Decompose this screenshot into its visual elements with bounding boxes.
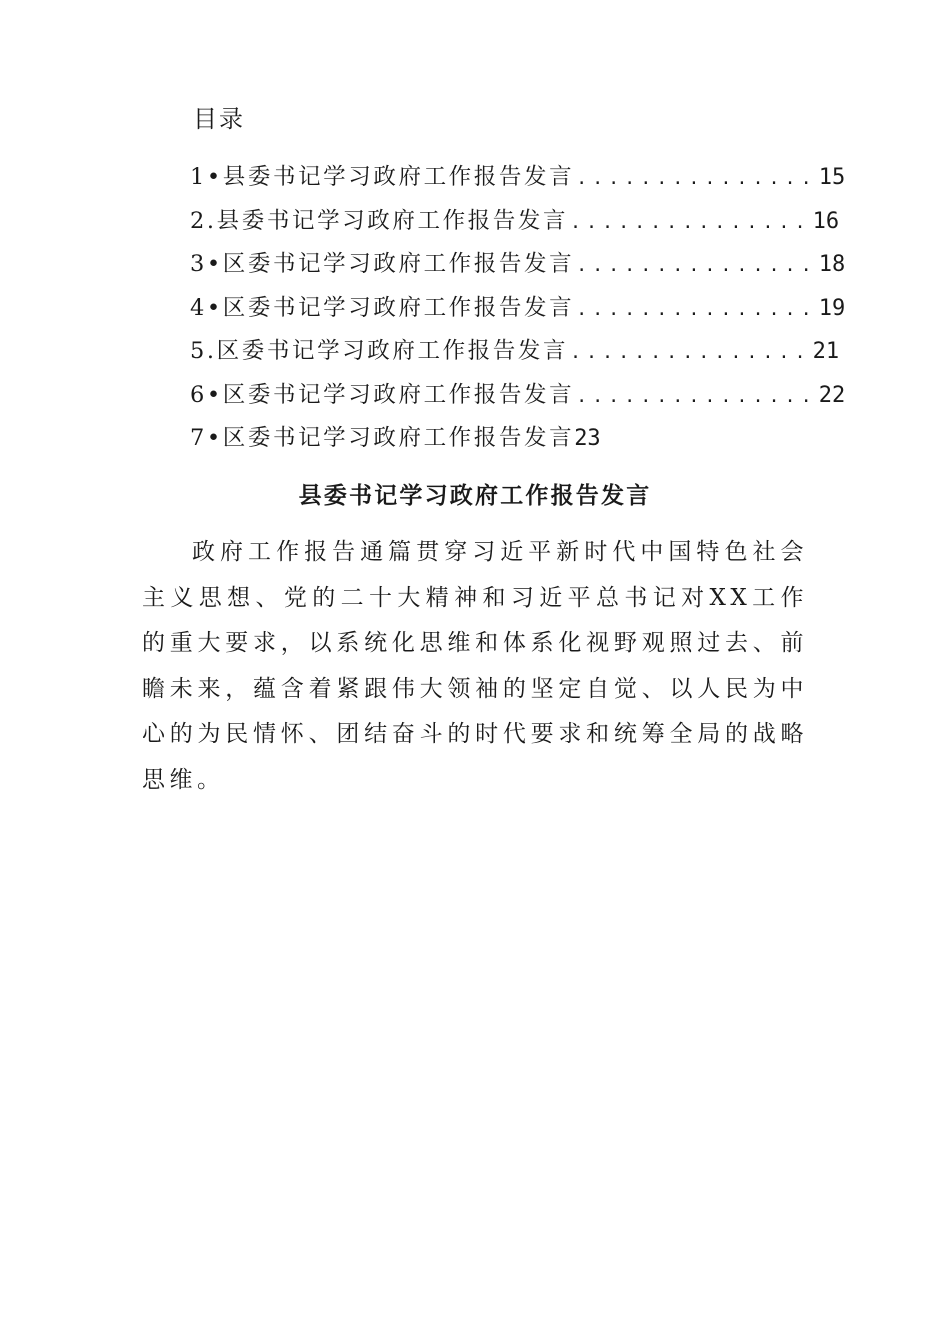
toc-page-number: 16 [812,208,840,234]
toc-entry-label: 5.区委书记学习政府工作报告发言 [190,338,569,364]
toc-page-number: 22 [818,382,846,408]
toc-dot-leader: ............... [576,255,817,276]
toc-page-number: 19 [818,295,846,321]
toc-entry-5[interactable] [190,330,840,374]
toc-entry-label: 3•区委书记学习政府工作报告发言 [190,251,575,277]
toc-entry-4[interactable] [190,287,846,331]
document-title: 县委书记学习政府工作报告发言 [298,483,652,509]
toc-dot-leader: ............... [576,298,817,320]
toc-entry-label: 2.县委书记学习政府工作报告发言 [190,207,569,234]
toc-entry-1[interactable] [190,156,846,200]
toc-dot-leader: ............... [570,211,811,233]
toc-page-number: 23 [574,426,601,451]
toc-dot-leader: ............... [576,168,817,189]
toc-entry-label: 6•区委书记学习政府工作报告发言 [190,381,575,408]
toc-page-number: 18 [818,252,846,277]
toc-entry-6[interactable] [190,374,846,418]
toc-entry-7[interactable] [190,417,802,461]
toc-page-number: 21 [812,339,840,364]
table-of-contents [190,156,846,461]
toc-entry-3[interactable] [190,243,846,287]
toc-entry-label: 4•区委书记学习政府工作报告发言 [190,294,575,321]
toc-entry-label: 1•县委书记学习政府工作报告发言 [190,164,575,190]
body-paragraph: 政府工作报告通篇贯穿习近平新时代中国特色社会主义思想、党的二十大精神和习近平总书记对XX工作的重大要求，以系统化思维和体系化视野观照过去、前瞻未来，蕴含着紧跟伟大领袖的坚定自觉、以人民为中心的为民情怀、团结奋斗的时代要求和统筹全局的战略思维。 [142,539,808,793]
toc-entry-2[interactable] [190,200,840,244]
toc-heading: 目录 [193,105,245,133]
toc-dot-leader: ............... [570,342,811,363]
toc-dot-leader: ............... [576,385,817,407]
toc-entry-label: 7•区委书记学习政府工作报告发言 [190,425,575,451]
toc-page-number: 15 [818,165,846,190]
